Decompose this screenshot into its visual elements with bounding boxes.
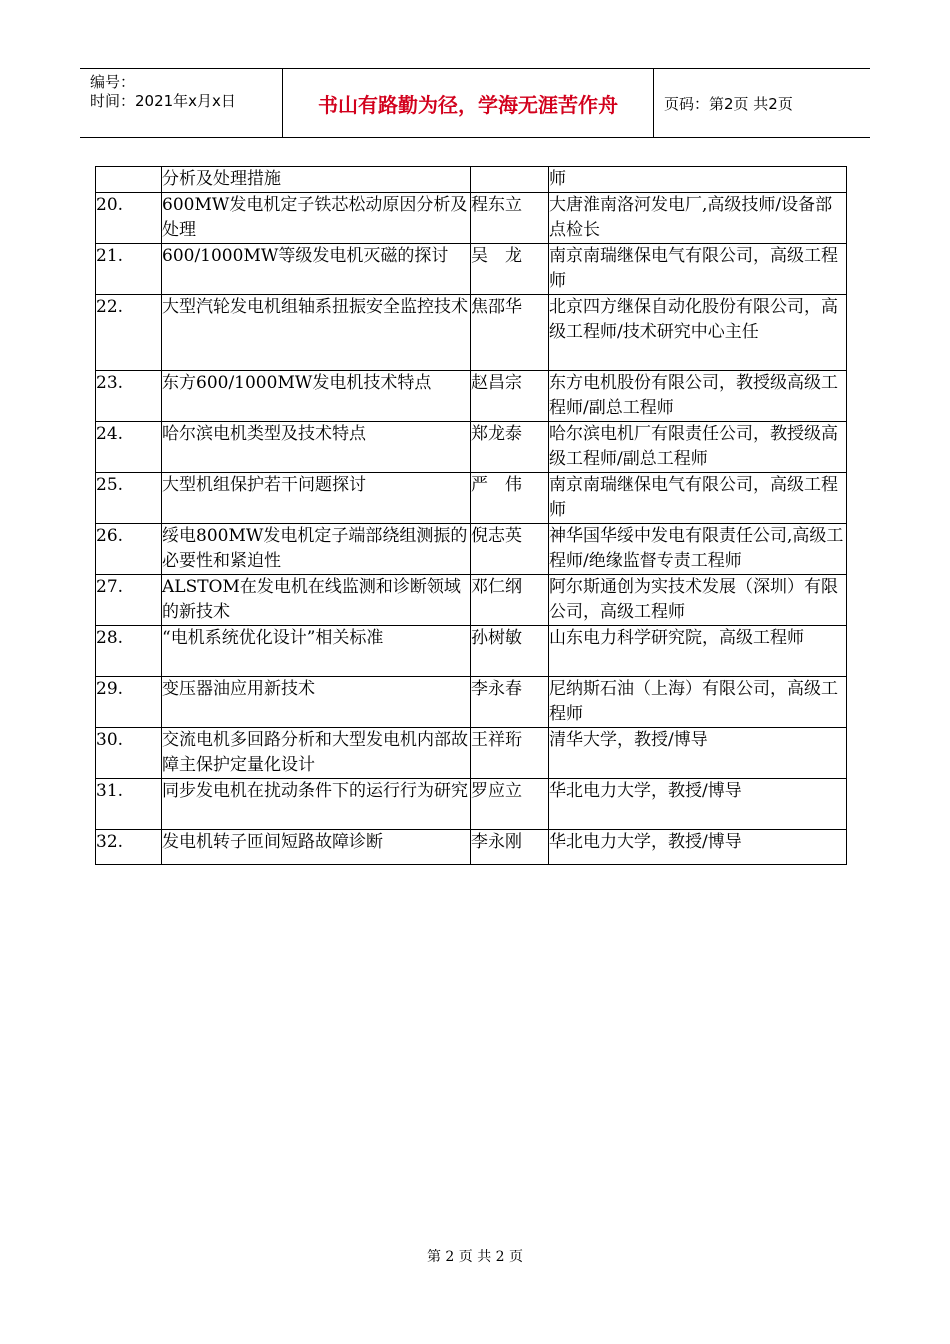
table-row <box>96 728 847 779</box>
row-topic-cell <box>162 295 471 371</box>
row-speaker: 王祥珩 <box>471 730 522 750</box>
row-affiliation-cell <box>549 244 847 295</box>
row-number: 21. <box>96 246 124 266</box>
row-topic-cell <box>162 422 471 473</box>
row-number: 29. <box>96 679 124 699</box>
row-number-cell <box>96 167 162 193</box>
row-affiliation-cell <box>549 371 847 422</box>
row-number-cell <box>96 779 162 830</box>
row-affiliation-cell <box>549 779 847 830</box>
row-affiliation-cell <box>549 677 847 728</box>
row-number-cell <box>96 677 162 728</box>
document-date-label: 时间：2021年x月x日 <box>90 92 236 110</box>
row-affiliation: 阿尔斯通创为实技术发展（深圳）有限公司，高级工程师 <box>549 577 838 622</box>
row-speaker-cell <box>471 167 549 193</box>
row-number-cell <box>96 371 162 422</box>
row-affiliation: 尼纳斯石油（上海）有限公司，高级工程师 <box>549 679 838 724</box>
row-number: 23. <box>96 373 124 393</box>
table-row <box>96 575 847 626</box>
row-number: 31. <box>96 781 124 801</box>
table-row <box>96 167 847 193</box>
row-topic-cell <box>162 779 471 830</box>
row-topic: 发电机转子匝间短路故障诊断 <box>162 832 383 852</box>
row-topic: 大型汽轮发电机组轴系扭振安全监控技术 <box>162 297 468 317</box>
row-topic-cell <box>162 167 471 193</box>
header-motto: 书山有路勤为径，学海无涯苦作舟 <box>283 69 654 137</box>
row-speaker: 李永春 <box>471 679 522 699</box>
row-affiliation: 山东电力科学研究院，高级工程师 <box>549 628 804 648</box>
row-topic-cell <box>162 677 471 728</box>
row-topic-cell <box>162 728 471 779</box>
table-row <box>96 677 847 728</box>
row-speaker-cell <box>471 524 549 575</box>
row-topic: 变压器油应用新技术 <box>162 679 315 699</box>
row-topic-cell <box>162 193 471 244</box>
row-speaker: 严 伟 <box>471 475 522 495</box>
row-speaker-cell <box>471 371 549 422</box>
row-affiliation: 哈尔滨电机厂有限责任公司，教授级高级工程师/副总工程师 <box>549 424 838 469</box>
row-number-cell <box>96 295 162 371</box>
row-number-cell <box>96 473 162 524</box>
row-topic: 东方600/1000MW发电机技术特点 <box>162 373 432 393</box>
table-row <box>96 626 847 677</box>
row-affiliation-cell <box>549 830 847 865</box>
row-topic: ALSTOM在发电机在线监测和诊断领域的新技术 <box>162 577 461 622</box>
row-speaker: 孙树敏 <box>471 628 522 648</box>
row-number-cell <box>96 422 162 473</box>
row-speaker: 罗应立 <box>471 781 522 801</box>
table-row <box>96 244 847 295</box>
row-affiliation-cell <box>549 524 847 575</box>
table-row <box>96 422 847 473</box>
row-affiliation: 清华大学，教授/博导 <box>549 730 708 750</box>
row-affiliation: 华北电力大学，教授/博导 <box>549 781 742 801</box>
page-header <box>80 68 870 138</box>
row-topic: 分析及处理措施 <box>162 169 281 189</box>
row-speaker-cell <box>471 779 549 830</box>
row-speaker: 郑龙泰 <box>471 424 522 444</box>
row-speaker-cell <box>471 626 549 677</box>
row-topic-cell <box>162 371 471 422</box>
row-affiliation: 华北电力大学，教授/博导 <box>549 832 742 852</box>
header-page-number: 页码：第2页 共2页 <box>664 94 793 113</box>
row-topic: 交流电机多回路分析和大型发电机内部故障主保护定量化设计 <box>162 730 468 775</box>
document-number-label: 编号： <box>90 73 136 91</box>
row-affiliation-cell <box>549 626 847 677</box>
row-topic-cell <box>162 524 471 575</box>
row-topic-cell <box>162 473 471 524</box>
row-number-cell <box>96 193 162 244</box>
row-speaker-cell <box>471 473 549 524</box>
speaker-table <box>95 166 847 865</box>
row-affiliation-cell <box>549 295 847 371</box>
row-topic: 绥电800MW发电机定子端部绕组测振的必要性和紧迫性 <box>162 526 468 571</box>
table-row <box>96 524 847 575</box>
row-topic: 哈尔滨电机类型及技术特点 <box>162 424 366 444</box>
row-speaker-cell <box>471 422 549 473</box>
row-speaker-cell <box>471 295 549 371</box>
row-affiliation: 南京南瑞继保电气有限公司，高级工程师 <box>549 246 838 291</box>
table-row <box>96 371 847 422</box>
table-row <box>96 295 847 371</box>
row-number-cell <box>96 626 162 677</box>
page-footer: 第 2 页 共 2 页 <box>426 1249 524 1265</box>
row-speaker: 倪志英 <box>471 526 522 546</box>
row-number-cell <box>96 524 162 575</box>
speaker-table-body <box>96 167 847 865</box>
table-row <box>96 779 847 830</box>
header-meta <box>80 69 283 137</box>
row-affiliation-cell <box>549 728 847 779</box>
row-affiliation-cell <box>549 422 847 473</box>
row-affiliation: 师 <box>549 169 566 189</box>
row-topic: 同步发电机在扰动条件下的运行行为研究 <box>162 781 468 801</box>
row-topic: 600MW发电机定子铁芯松动原因分析及处理 <box>162 195 468 240</box>
row-number: 26. <box>96 526 124 546</box>
row-affiliation-cell <box>549 193 847 244</box>
row-affiliation: 东方电机股份有限公司，教授级高级工程师/副总工程师 <box>549 373 838 418</box>
row-speaker-cell <box>471 677 549 728</box>
row-affiliation-cell <box>549 575 847 626</box>
row-number: 22. <box>96 297 124 317</box>
table-row <box>96 193 847 244</box>
row-speaker: 邓仁纲 <box>471 577 522 597</box>
row-topic-cell <box>162 830 471 865</box>
row-number: 32. <box>96 832 124 852</box>
row-number: 24. <box>96 424 124 444</box>
row-number: 27. <box>96 577 124 597</box>
row-number: 25. <box>96 475 124 495</box>
row-speaker: 李永刚 <box>471 832 522 852</box>
row-speaker-cell <box>471 575 549 626</box>
table-row <box>96 473 847 524</box>
row-affiliation: 大唐淮南洛河发电厂,高级技师/设备部点检长 <box>549 195 833 240</box>
row-number: 30. <box>96 730 124 750</box>
row-number: 28. <box>96 628 124 648</box>
row-number-cell <box>96 575 162 626</box>
row-speaker: 程东立 <box>471 195 522 215</box>
row-speaker-cell <box>471 193 549 244</box>
row-speaker-cell <box>471 728 549 779</box>
row-topic: 大型机组保护若干问题探讨 <box>162 475 366 495</box>
row-topic-cell <box>162 575 471 626</box>
row-number-cell <box>96 244 162 295</box>
row-number-cell <box>96 728 162 779</box>
row-topic: 600/1000MW等级发电机灭磁的探讨 <box>162 246 449 266</box>
table-row <box>96 830 847 865</box>
row-speaker: 赵昌宗 <box>471 373 522 393</box>
row-number-cell <box>96 830 162 865</box>
row-affiliation-cell <box>549 167 847 193</box>
row-affiliation: 北京四方继保自动化股份有限公司，高级工程师/技术研究中心主任 <box>549 297 838 342</box>
row-topic-cell <box>162 244 471 295</box>
row-speaker: 吴 龙 <box>471 246 522 266</box>
row-number: 20. <box>96 195 124 215</box>
row-speaker: 焦邵华 <box>471 297 522 317</box>
row-speaker-cell <box>471 244 549 295</box>
row-speaker-cell <box>471 830 549 865</box>
row-affiliation: 南京南瑞继保电气有限公司，高级工程师 <box>549 475 838 520</box>
row-affiliation-cell <box>549 473 847 524</box>
row-affiliation: 神华国华绥中发电有限责任公司,高级工程师/绝缘监督专责工程师 <box>549 526 844 571</box>
row-topic-cell <box>162 626 471 677</box>
row-topic: “电机系统优化设计”相关标准 <box>162 628 384 648</box>
